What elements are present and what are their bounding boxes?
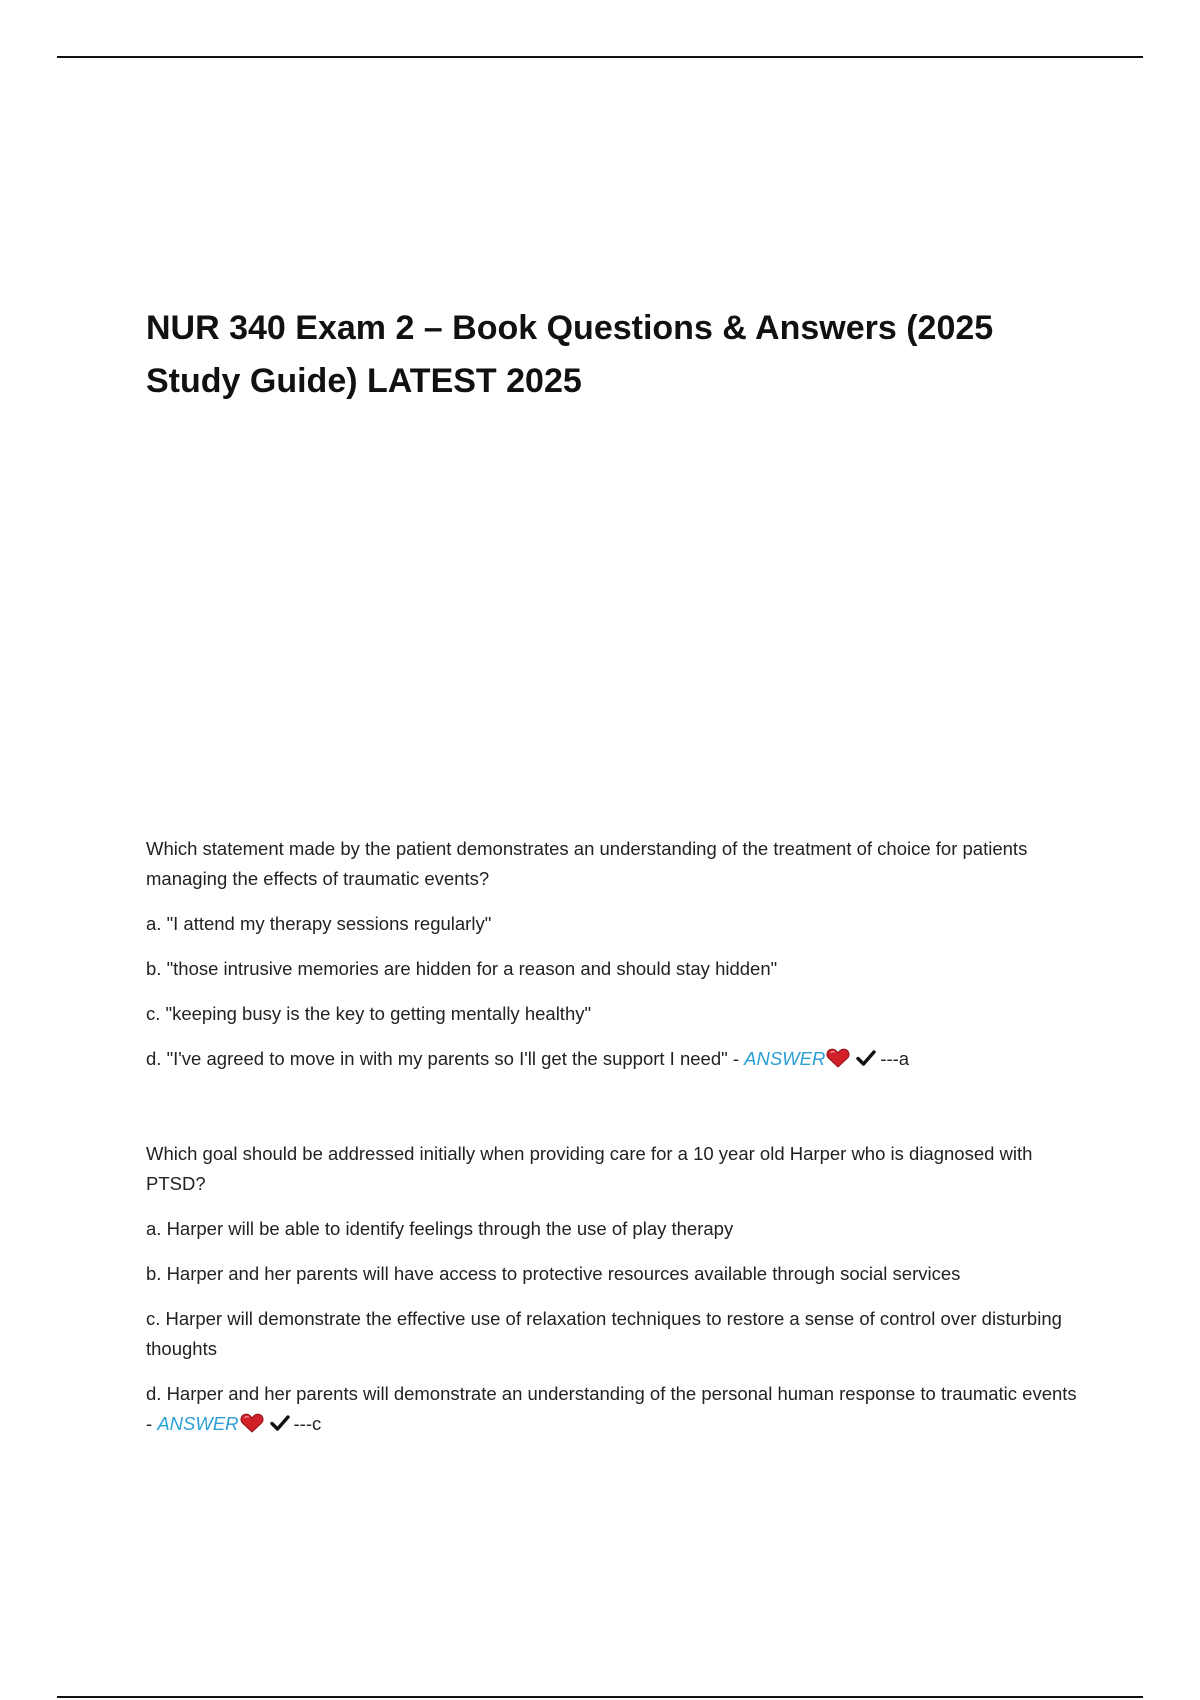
heart-icon [240,1413,264,1433]
option-d-with-answer [146,1044,1086,1074]
question-stem: Which goal should be addressed initially when providing care for a 10 year old Harper who is diagnosed with PTSD? [146,1143,1033,1194]
option-b: b. Harper and her parents will have access to protective resources available through social services [146,1263,961,1284]
bottom-rule [57,1696,1143,1698]
heart-icon [826,1048,850,1068]
answer-label: ANSWER [744,1048,826,1069]
option-b: b. "those intrusive memories are hidden for a reason and should stay hidden" [146,958,778,979]
option-d-with-answer [146,1379,1086,1439]
answer-label: ANSWER [157,1413,239,1434]
option-c: c. Harper will demonstrate the effective use of relaxation techniques to restore a sense of control over disturbing thoughts [146,1308,1062,1359]
check-icon [270,1414,290,1432]
question-stem: Which statement made by the patient demonstrates an understanding of the treatment of choice for patients managing the effects of traumatic events? [146,838,1028,889]
option-a: a. "I attend my therapy sessions regularly" [146,913,492,934]
answer-value: ---c [293,1413,322,1434]
option-d: d. Harper and her parents will demonstrate an understanding of the personal human response to traumatic events - [146,1383,1077,1434]
answer-value: ---a [880,1048,910,1069]
document-title: NUR 340 Exam 2 – Book Questions & Answers (2025 Study Guide) LATEST 2025 [146,309,994,400]
check-icon [856,1049,876,1067]
question-block-2 [146,1139,1086,1454]
option-d: d. "I've agreed to move in with my parents so I'll get the support I need" - [146,1048,745,1069]
top-rule [57,56,1143,58]
option-a: a. Harper will be able to identify feelings through the use of play therapy [146,1218,734,1239]
question-block-1 [146,834,1086,1089]
option-c: c. "keeping busy is the key to getting mentally healthy" [146,1003,592,1024]
